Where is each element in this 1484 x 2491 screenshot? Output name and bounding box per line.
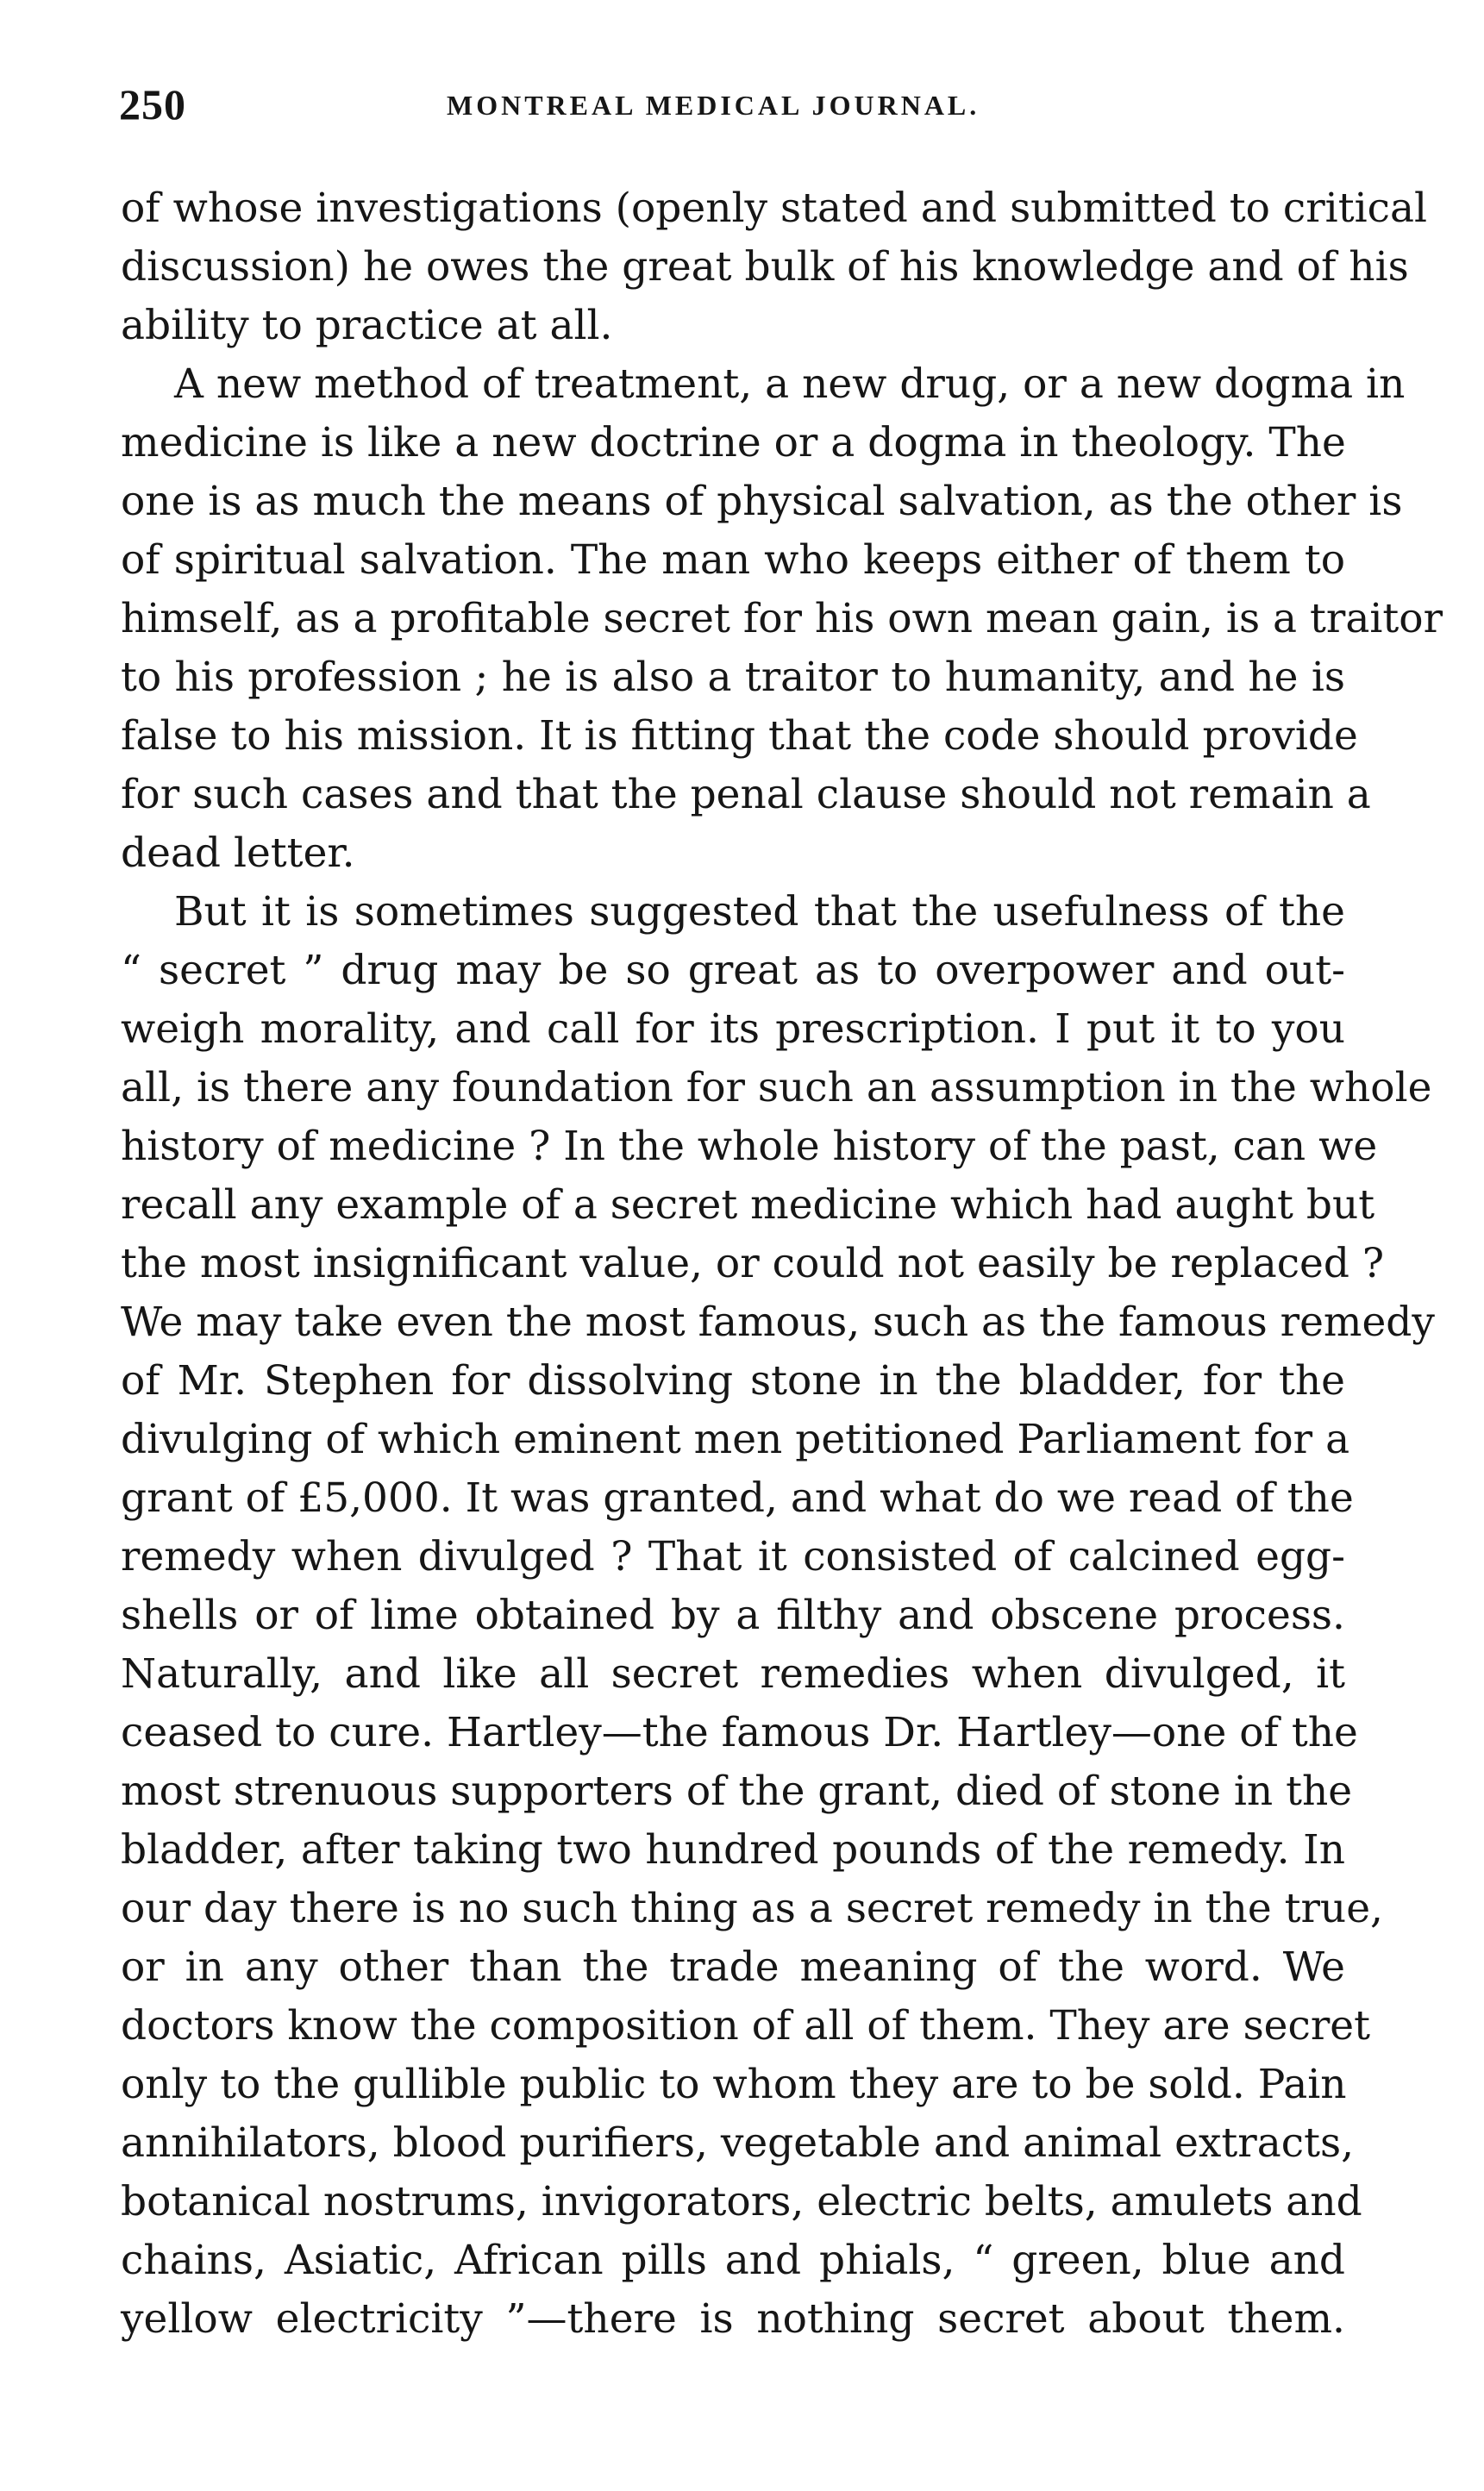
text-line: dead letter. (121, 829, 355, 877)
text-line: history of medicine ? In the whole history of the past, can we (121, 1123, 1378, 1170)
text-line: for such cases and that the penal clause should not remain a (121, 771, 1371, 818)
text-line: of spiritual salvation. The man who keeps either of them to (121, 536, 1345, 584)
text-line: annihilators, blood purifiers, vegetable and animal extracts, (121, 2119, 1355, 2167)
page-header (119, 79, 1404, 131)
text-line: discussion) he owes the great bulk of his knowledge and of his (121, 243, 1409, 291)
text-line: Naturally, and like all secret remedies when divulged, it (121, 1650, 1345, 1698)
text-line: of whose investigations (openly stated and submitted to critical (121, 185, 1427, 232)
text-line: recall any example of a secret medicine which had aught but (121, 1181, 1375, 1229)
text-line: medicine is like a new doctrine or a dogma in theology. The (121, 419, 1346, 466)
text-line: most strenuous supporters of the grant, died of stone in the (121, 1768, 1353, 1815)
text-line: weigh morality, and call for its prescription. I put it to you (121, 1005, 1345, 1053)
text-line: the most insignificant value, or could not easily be replaced ? (121, 1240, 1385, 1287)
text-line: to his profession ; he is also a traitor to humanity, and he is (121, 654, 1345, 701)
text-line: yellow electricity ”—there is nothing secret about them. (121, 2295, 1345, 2343)
page-number: 250 (119, 80, 186, 128)
text-line: ability to practice at all. (121, 302, 613, 349)
text-line: shells or of lime obtained by a filthy and obscene process. (121, 1592, 1345, 1639)
body-text (121, 179, 1443, 2349)
text-line: grant of £5,000. It was granted, and what do we read of the (121, 1474, 1354, 1522)
text-line: A new method of treatment, a new drug, or a new dogma in (174, 360, 1406, 408)
text-line: our day there is no such thing as a secret remedy in the true, (121, 1885, 1383, 1932)
text-line: We may take even the most famous, such as the famous remedy (121, 1299, 1435, 1346)
text-line: one is as much the means of physical salvation, as the other is (121, 478, 1403, 525)
text-line: ceased to cure. Hartley—the famous Dr. Hartley—one of the (121, 1709, 1358, 1756)
text-line: false to his mission. It is fitting that the code should provide (121, 712, 1358, 760)
text-line: divulging of which eminent men petitioned Parliament for a (121, 1416, 1350, 1463)
text-line: only to the gullible public to whom they are to be sold. Pain (121, 2061, 1347, 2108)
text-line: or in any other than the trade meaning of the word. We (121, 1943, 1345, 1991)
text-line: “ secret ” drug may be so great as to overpower and out- (121, 947, 1345, 994)
text-line: bladder, after taking two hundred pounds of the remedy. In (121, 1826, 1345, 1874)
text-line: But it is sometimes suggested that the usefulness of the (174, 888, 1345, 936)
text-line: botanical nostrums, invigorators, electric belts, amulets and (121, 2178, 1362, 2225)
text-line: chains, Asiatic, African pills and phials, “ green, blue and (121, 2237, 1345, 2284)
text-line: himself, as a profitable secret for his own mean gain, is a traitor (121, 595, 1443, 642)
text-line: doctors know the composition of all of them. They are secret (121, 2002, 1370, 2050)
text-line: remedy when divulged ? That it consisted of calcined egg- (121, 1533, 1345, 1580)
text-line: of Mr. Stephen for dissolving stone in the bladder, for the (121, 1357, 1345, 1405)
running-title: MONTREAL MEDICAL JOURNAL. (447, 90, 980, 121)
text-line: all, is there any foundation for such an assumption in the whole (121, 1064, 1432, 1111)
